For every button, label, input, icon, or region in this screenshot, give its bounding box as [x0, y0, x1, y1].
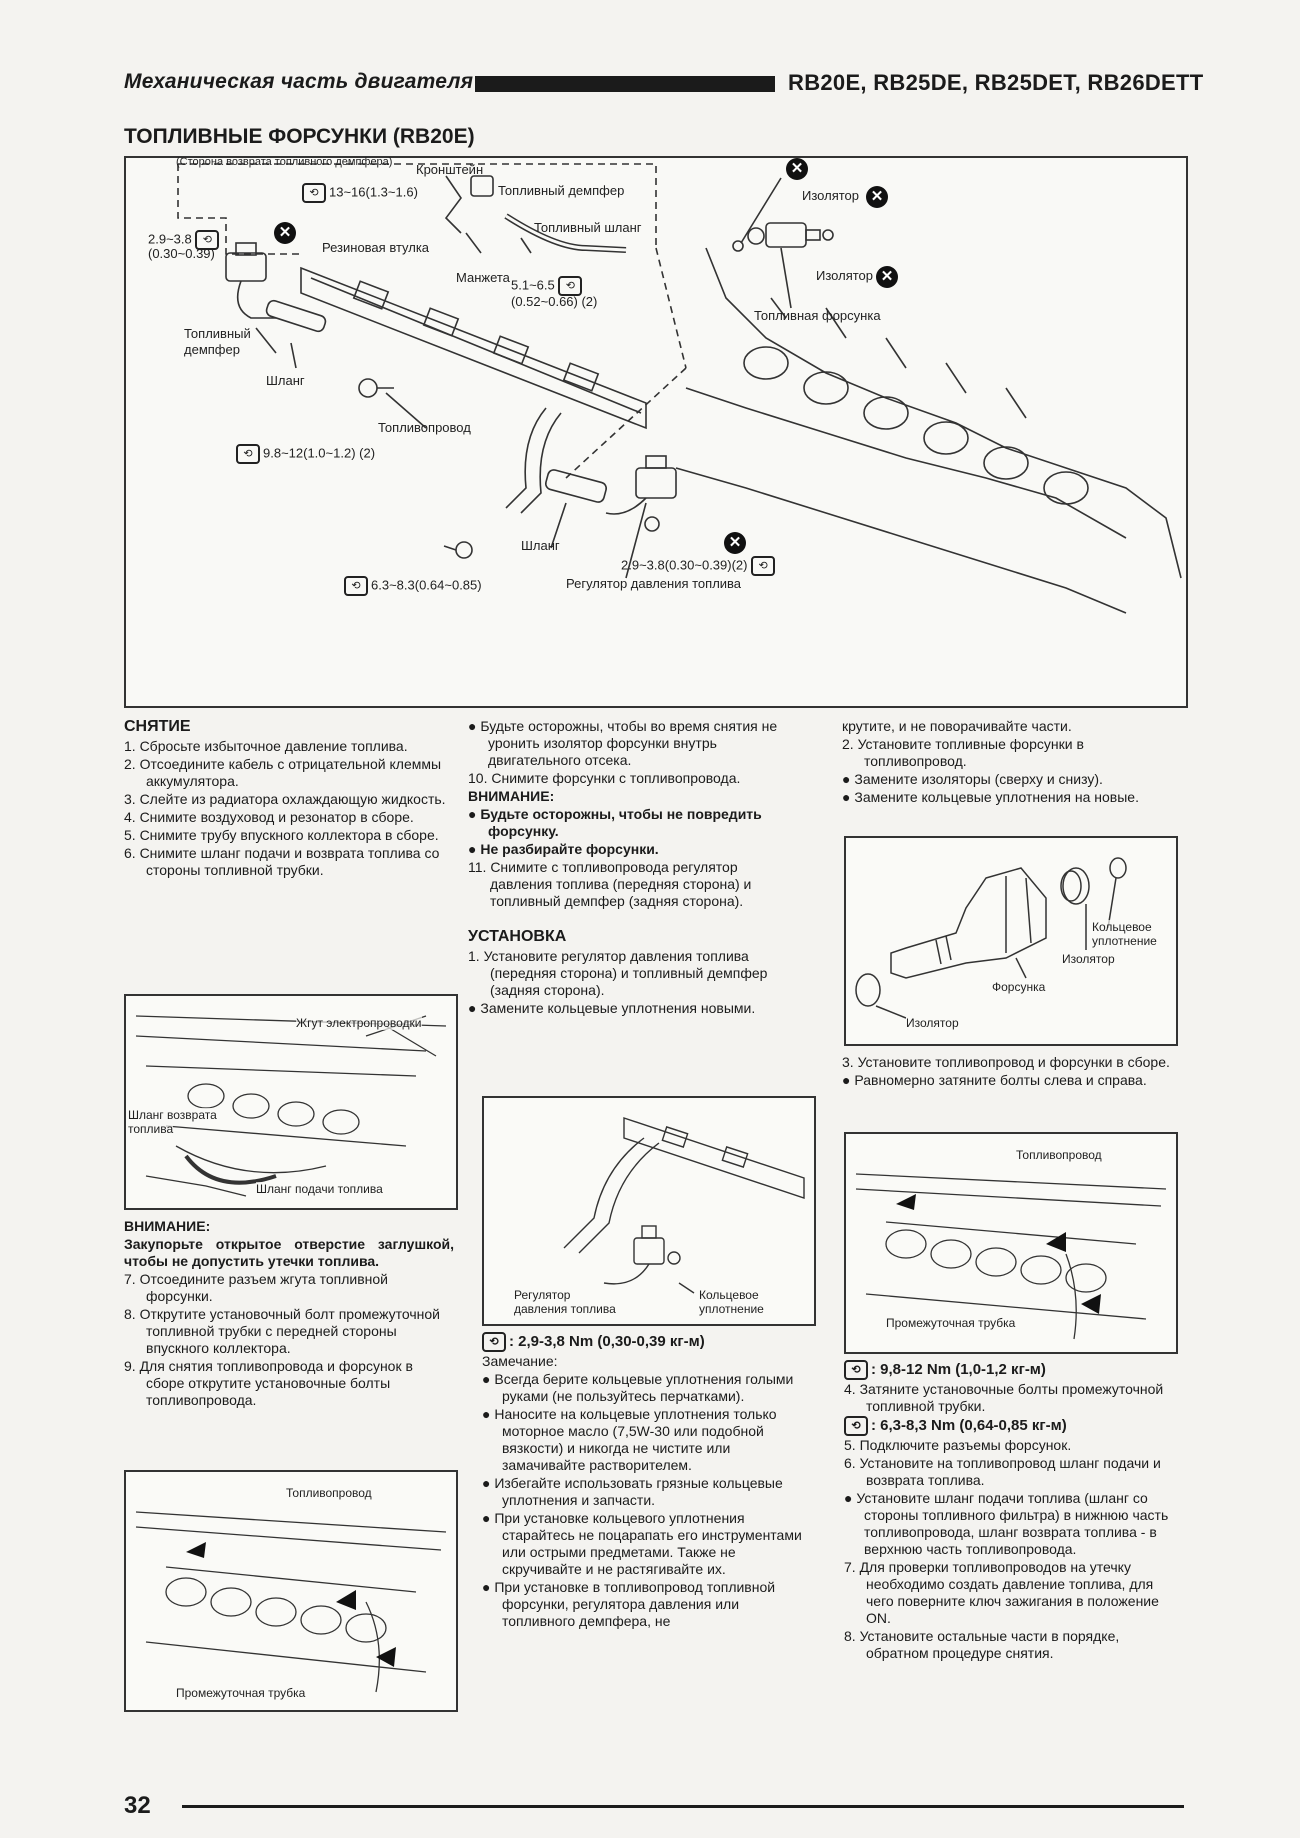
removal-step: 1. Сбросьте избыточное давление топлива.: [124, 738, 408, 754]
label-torque-13-16-text: 13~16(1.3~1.6): [329, 184, 418, 200]
label-insulator-top: Изолятор: [802, 188, 859, 203]
label-insulator-bottom: Изолятор: [816, 268, 873, 283]
figure-pressure-regulator: [482, 1096, 816, 1326]
note-text: Избегайте использовать грязные кольцевые уплотнения и запчасти.: [494, 1475, 783, 1508]
torque-wrench-icon: ⟲: [344, 576, 368, 596]
label-fuel-damper-left-1: Топливный: [184, 326, 251, 341]
middle-column: [468, 718, 798, 1018]
label-return-hose-1: Шланг возврата: [128, 1108, 217, 1122]
do-not-reuse-icon: ✕: [786, 158, 808, 180]
label-torque-98-12: [236, 444, 375, 464]
label-regulator-1: Регулятор: [514, 1288, 571, 1302]
install-step: 3. Установите топливопровод и форсунки в сборе.: [842, 1054, 1170, 1070]
bullet-text: Замените кольцевые уплотнения на новые.: [854, 789, 1139, 805]
label-torque-29-38-a-text: 2.9~3.8: [148, 231, 192, 247]
label-fuel-damper-top: Топливный демпфер: [498, 183, 625, 198]
install-step: 1. Установите регулятор давления топлива (передняя сторона) и топливный демпфер (задняя сторона).: [468, 948, 768, 998]
removal-step: 10. Снимите форсунки с топливопровода.: [468, 770, 741, 786]
label-insulator-top: Изолятор: [1062, 952, 1115, 966]
label-regulator-2: давления топлива: [514, 1302, 616, 1316]
note-bullet: ● При установке в топливопровод топливной форсунки, регулятора давления или топливного демпфера, не: [482, 1579, 776, 1629]
note-bullet: ● При установке кольцевого уплотнения старайтесь не поцарапать его инструментами или острыми предметами. Также не скручивайте и не растягивайте их.: [482, 1510, 802, 1577]
bullet: ● Установите шланг подачи топлива (шланг со стороны топливного фильтра) в нижнюю часть топливопровода, шланг возврата топлива - в верхнюю часть топливопровода.: [844, 1490, 1169, 1557]
do-not-reuse-icon: ✕: [274, 222, 296, 244]
torque-wrench-icon: ⟲: [302, 183, 326, 203]
label-return-hose-2: топлива: [128, 1122, 174, 1136]
label-torque-63-83-text: 6.3~8.3(0.64~0.85): [371, 577, 482, 593]
figure-fuel-rail-install: [844, 1132, 1178, 1354]
label-insulator-bottom: Изолятор: [906, 1016, 959, 1030]
note-bullet: ● Избегайте использовать грязные кольцевые уплотнения и запчасти.: [482, 1475, 783, 1508]
label-oring-2: уплотнение: [1092, 934, 1157, 948]
bullet: ● Замените изоляторы (сверху и снизу).: [842, 771, 1103, 787]
note-bullet: ● Наносите на кольцевые уплотнения только моторное масло (7,5W-30 или подобной вязкости) и никогда не чистите или замачивайте растворителем.: [482, 1406, 777, 1473]
right-torque-column: [844, 1360, 1184, 1663]
label-pressure-regulator: Регулятор давления топлива: [566, 576, 742, 591]
warning-heading: ВНИМАНИЕ:: [124, 1218, 211, 1234]
bullet: ● Замените кольцевые уплотнения новыми.: [468, 1000, 756, 1016]
note-heading: Замечание:: [482, 1353, 558, 1369]
section-title: Механическая часть двигателя: [124, 70, 474, 93]
warning-bullet: ● Не разбирайте форсунки.: [468, 841, 659, 857]
warning-heading: ВНИМАНИЕ:: [468, 788, 555, 804]
label-fuel-rail: Топливопровод: [1016, 1148, 1102, 1162]
figure-injector: [844, 836, 1178, 1046]
install-step: 4. Затяните установочные болты промежуточной топливной трубки.: [844, 1381, 1164, 1414]
install-heading: УСТАНОВКА: [468, 928, 567, 945]
page-number: 32: [124, 1792, 151, 1819]
figure-fuel-rail-removal-drawing: [126, 1472, 456, 1710]
note-bullet: ● Всегда берите кольцевые уплотнения голыми руками (не пользуйтесь перчатками).: [482, 1371, 794, 1404]
label-torque-13-16: [302, 183, 418, 203]
install-step: 7. Для проверки топливопроводов на утечку необходимо создать давление топлива, для чего поверните ключ зажигания в положение ON.: [844, 1559, 1159, 1626]
torque-spec-text: : 6,3-8,3 Nm (0,64-0,85 кг-м): [871, 1416, 1067, 1434]
torque-wrench-icon: ⟲: [844, 1416, 868, 1436]
label-injector: Форсунка: [992, 980, 1046, 994]
label-torque-030-039-a: (0.30~0.39): [148, 246, 215, 261]
note-text: Наносите на кольцевые уплотнения только моторное масло (7,5W-30 или подобной вязкости) и никогда не чистите или замачивайте растворителем.: [494, 1406, 777, 1473]
note-text: При установке в топливопровод топливной форсунки, регулятора давления или топливного демпфера, не: [494, 1579, 776, 1629]
label-cuff: Манжета: [456, 270, 510, 285]
note-text: Всегда берите кольцевые уплотнения голыми руками (не пользуйтесь перчатками).: [494, 1371, 794, 1404]
install-step: 6. Установите на топливопровод шланг подачи и возврата топлива.: [844, 1455, 1161, 1488]
right-install-column: [842, 1054, 1182, 1090]
label-hose-left: Шланг: [266, 373, 305, 388]
label-fuel-rail: Топливопровод: [286, 1486, 372, 1500]
warning-bullet: ● Будьте осторожны, чтобы не повредить форсунку.: [468, 806, 762, 839]
removal-warning-column: [124, 1218, 454, 1410]
torque-wrench-icon: ⟲: [195, 230, 219, 250]
label-torque-98-12-text: 9.8~12(1.0~1.2) (2): [263, 445, 376, 461]
removal-step: 4. Снимите воздуховод и резонатор в сборе.: [124, 809, 414, 825]
removal-column: [124, 718, 454, 880]
warning-text: Не разбирайте форсунки.: [480, 841, 659, 857]
main-diagram: [124, 156, 1188, 708]
figure-fuel-rail-removal: [124, 1470, 458, 1712]
removal-step: 11. Снимите с топливопровода регулятор давления топлива (передняя сторона) и топливный демпфер (задняя сторона).: [468, 859, 752, 909]
label-fuel-injector: Топливная форсунка: [754, 308, 881, 323]
torque-spec-text: : 2,9-3,8 Nm (0,30-0,39 кг-м): [509, 1332, 705, 1350]
torque-spec-text: : 9,8-12 Nm (1,0-1,2 кг-м): [871, 1360, 1046, 1378]
middle-notes-column: [482, 1332, 816, 1631]
bullet: ● Будьте осторожны, чтобы во время снятия не уронить изолятор форсунки внутрь двигательного отсека.: [468, 718, 778, 768]
bullet-text: Замените изоляторы (сверху и снизу).: [854, 771, 1103, 787]
torque-wrench-icon: ⟲: [558, 276, 582, 296]
torque-wrench-icon: ⟲: [751, 556, 775, 576]
torque-wrench-icon: ⟲: [236, 444, 260, 464]
bullet: ● Замените кольцевые уплотнения на новые.: [842, 789, 1139, 805]
bullet-text: Равномерно затяните болты слева и справа.: [854, 1072, 1147, 1088]
label-damper-return-side: (Сторона возврата топливного демпфера): [176, 156, 393, 168]
label-hose-bottom: Шланг: [521, 538, 560, 553]
page-title: ТОПЛИВНЫЕ ФОРСУНКИ (RB20E): [124, 125, 475, 148]
label-torque-29-38-b: [621, 556, 778, 576]
do-not-reuse-icon: ✕: [866, 186, 888, 208]
removal-step: 3. Слейте из радиатора охлаждающую жидкость.: [124, 791, 446, 807]
label-oring-2: уплотнение: [699, 1302, 764, 1316]
label-intermediate-tube: Промежуточная трубка: [886, 1316, 1016, 1330]
do-not-reuse-icon: ✕: [724, 532, 746, 554]
removal-step: 9. Для снятия топливопровода и форсунок в сборе открутите установочные болты топливопровода.: [124, 1358, 413, 1408]
label-fuel-damper-left-2: демпфер: [184, 342, 240, 357]
label-torque-29-38-b-text: 2.9~3.8(0.30~0.39)(2): [621, 557, 748, 573]
torque-wrench-icon: ⟲: [482, 1332, 506, 1352]
footer-rule: [182, 1805, 1184, 1808]
label-intermediate-tube: Промежуточная трубка: [176, 1686, 306, 1700]
removal-step: 6. Снимите шланг подачи и возврата топлива со стороны топливной трубки.: [124, 845, 440, 878]
removal-heading: СНЯТИЕ: [124, 718, 191, 735]
label-bracket: Кронштейн: [416, 162, 484, 177]
torque-wrench-icon: ⟲: [844, 1360, 868, 1380]
label-torque-51-65-text: 5.1~6.5: [511, 277, 555, 293]
label-supply-hose: Шланг подачи топлива: [256, 1182, 383, 1196]
removal-step: 8. Открутите установочный болт промежуточной топливной трубки с передней стороны впускного коллектора.: [124, 1306, 441, 1356]
install-step: 5. Подключите разъемы форсунок.: [844, 1437, 1072, 1453]
label-rubber-bushing: Резиновая втулка: [322, 240, 430, 255]
figure-fuel-hoses: [124, 994, 458, 1210]
removal-step: 2. Отсоедините кабель с отрицательной клеммы аккумулятора.: [124, 756, 442, 789]
label-oring-1: Кольцевое: [1092, 920, 1152, 934]
warning-text: Закупорьте открытое отверстие заглушкой, чтобы не допустить утечки топлива.: [124, 1236, 454, 1269]
torque-spec: [844, 1360, 1184, 1380]
header-bar: [475, 76, 775, 92]
label-torque-052-066: (0.52~0.66) (2): [511, 294, 598, 309]
engine-models: RB20E, RB25DE, RB25DET, RB26DETT: [788, 70, 1204, 95]
label-harness: Жгут электропроводки: [296, 1016, 422, 1030]
install-step: 2. Установите топливные форсунки в топливопровод.: [842, 736, 1084, 769]
install-step: 8. Установите остальные части в порядке, обратном процедуре снятия.: [844, 1628, 1120, 1661]
torque-spec: [482, 1332, 816, 1352]
bullet-text: Будьте осторожны, чтобы во время снятия не уронить изолятор форсунки внутрь двигательного отсека.: [480, 718, 778, 768]
torque-spec: [844, 1416, 1184, 1436]
label-torque-63-83: [344, 576, 482, 596]
label-fuel-hose: Топливный шланг: [534, 220, 642, 235]
right-column: [842, 718, 1182, 807]
removal-step: 5. Снимите трубу впускного коллектора в сборе.: [124, 827, 439, 843]
removal-step: 7. Отсоедините разъем жгута топливной форсунки.: [124, 1271, 388, 1304]
label-fuel-rail: Топливопровод: [378, 420, 471, 435]
do-not-reuse-icon: ✕: [876, 266, 898, 288]
warning-text: Будьте осторожны, чтобы не повредить форсунку.: [480, 806, 762, 839]
label-oring-1: Кольцевое: [699, 1288, 759, 1302]
bullet-text: Замените кольцевые уплотнения новыми.: [480, 1000, 756, 1016]
bullet: ● Равномерно затяните болты слева и справа.: [842, 1072, 1147, 1088]
continued-text: крутите, и не поворачивайте части.: [842, 718, 1072, 734]
note-text: При установке кольцевого уплотнения старайтесь не поцарапать его инструментами или острыми предметами. Также не скручивайте и не растягивайте их.: [494, 1510, 802, 1577]
label-torque-51-65: [511, 276, 585, 296]
bullet-text: Установите шланг подачи топлива (шланг со стороны топливного фильтра) в нижнюю часть топливопровода, шланг возврата топлива - в верхнюю часть топливопровода.: [856, 1490, 1169, 1557]
